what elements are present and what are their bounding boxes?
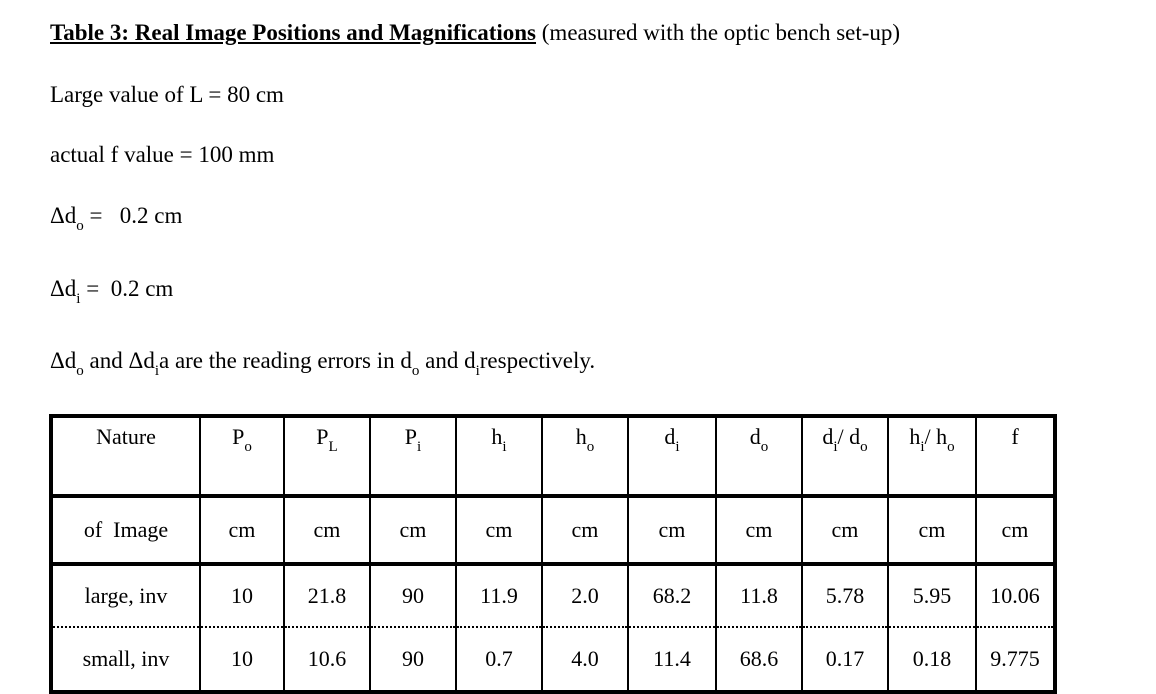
units-of-image: of Image (51, 496, 200, 564)
cell-do: 68.6 (716, 627, 802, 692)
cell-hi: 0.7 (456, 627, 542, 692)
unit-cell: cm (370, 496, 456, 564)
cell-ho: 4.0 (542, 627, 628, 692)
header-di-do: $d_i/$ $d_o$ (802, 416, 888, 496)
cell-di-do: 0.17 (802, 627, 888, 692)
table-title-note: (measured with the optic bench set-up) (541, 20, 901, 45)
table-row (51, 627, 1055, 692)
header-f: f (976, 416, 1055, 496)
header-Pi: $P_i$ (370, 416, 456, 496)
cell-ho: 2.0 (542, 564, 628, 627)
header-di: $d_i$ (628, 416, 716, 496)
delta-di-line: $\Delta d_i = 0.2$ cm (50, 276, 174, 307)
unit-cell: cm (284, 496, 370, 564)
header-Po: $P_o$ (200, 416, 284, 496)
table-title-bold: Table 3: Real Image Positions and Magnifications (50, 20, 537, 45)
table-title (50, 19, 900, 47)
table-row (51, 564, 1055, 627)
reading-errors-note: $\Delta d_o$ and $\Delta d_ia$ are the reading errors in $d_o$ and $d_irespectively$. (50, 348, 596, 379)
unit-cell: cm (716, 496, 802, 564)
cell-nature: small, inv (51, 627, 200, 692)
cell-PL: 21.8 (284, 564, 370, 627)
header-ho: $h_o$ (542, 416, 628, 496)
header-hi: $h_i$ (456, 416, 542, 496)
cell-di: 68.2 (628, 564, 716, 627)
cell-Pi: 90 (370, 627, 456, 692)
header-do: $d_o$ (716, 416, 802, 496)
cell-di: 11.4 (628, 627, 716, 692)
table-header-row (51, 416, 1055, 496)
unit-cell: cm (888, 496, 976, 564)
cell-Po: 10 (200, 627, 284, 692)
large-L-line: Large value of L = 80 cm (50, 82, 284, 107)
unit-cell: cm (456, 496, 542, 564)
cell-hi: 11.9 (456, 564, 542, 627)
unit-cell: cm (628, 496, 716, 564)
actual-f-line: actual f value = 100 mm (50, 142, 275, 167)
cell-hi-ho: 5.95 (888, 564, 976, 627)
cell-Pi: 90 (370, 564, 456, 627)
unit-cell: cm (802, 496, 888, 564)
unit-cell: cm (200, 496, 284, 564)
delta-di-value: = 0.2 cm (86, 276, 174, 301)
cell-hi-ho: 0.18 (888, 627, 976, 692)
positions-magnifications-table (49, 414, 1057, 694)
header-nature: Nature (51, 416, 200, 496)
cell-PL: 10.6 (284, 627, 370, 692)
cell-f: 9.775 (976, 627, 1055, 692)
cell-di-do: 5.78 (802, 564, 888, 627)
table-units-row (51, 496, 1055, 564)
cell-f: 10.06 (976, 564, 1055, 627)
cell-do: 11.8 (716, 564, 802, 627)
header-hi-ho: $h_i/$ $h_o$ (888, 416, 976, 496)
cell-nature: large, inv (51, 564, 200, 627)
delta-do-value: = 0.2 cm (89, 203, 183, 228)
unit-cell: cm (976, 496, 1055, 564)
delta-do-line: $\Delta d_o = 0.2$ cm (50, 203, 183, 234)
cell-Po: 10 (200, 564, 284, 627)
unit-cell: cm (542, 496, 628, 564)
header-PL: $P_L$ (284, 416, 370, 496)
